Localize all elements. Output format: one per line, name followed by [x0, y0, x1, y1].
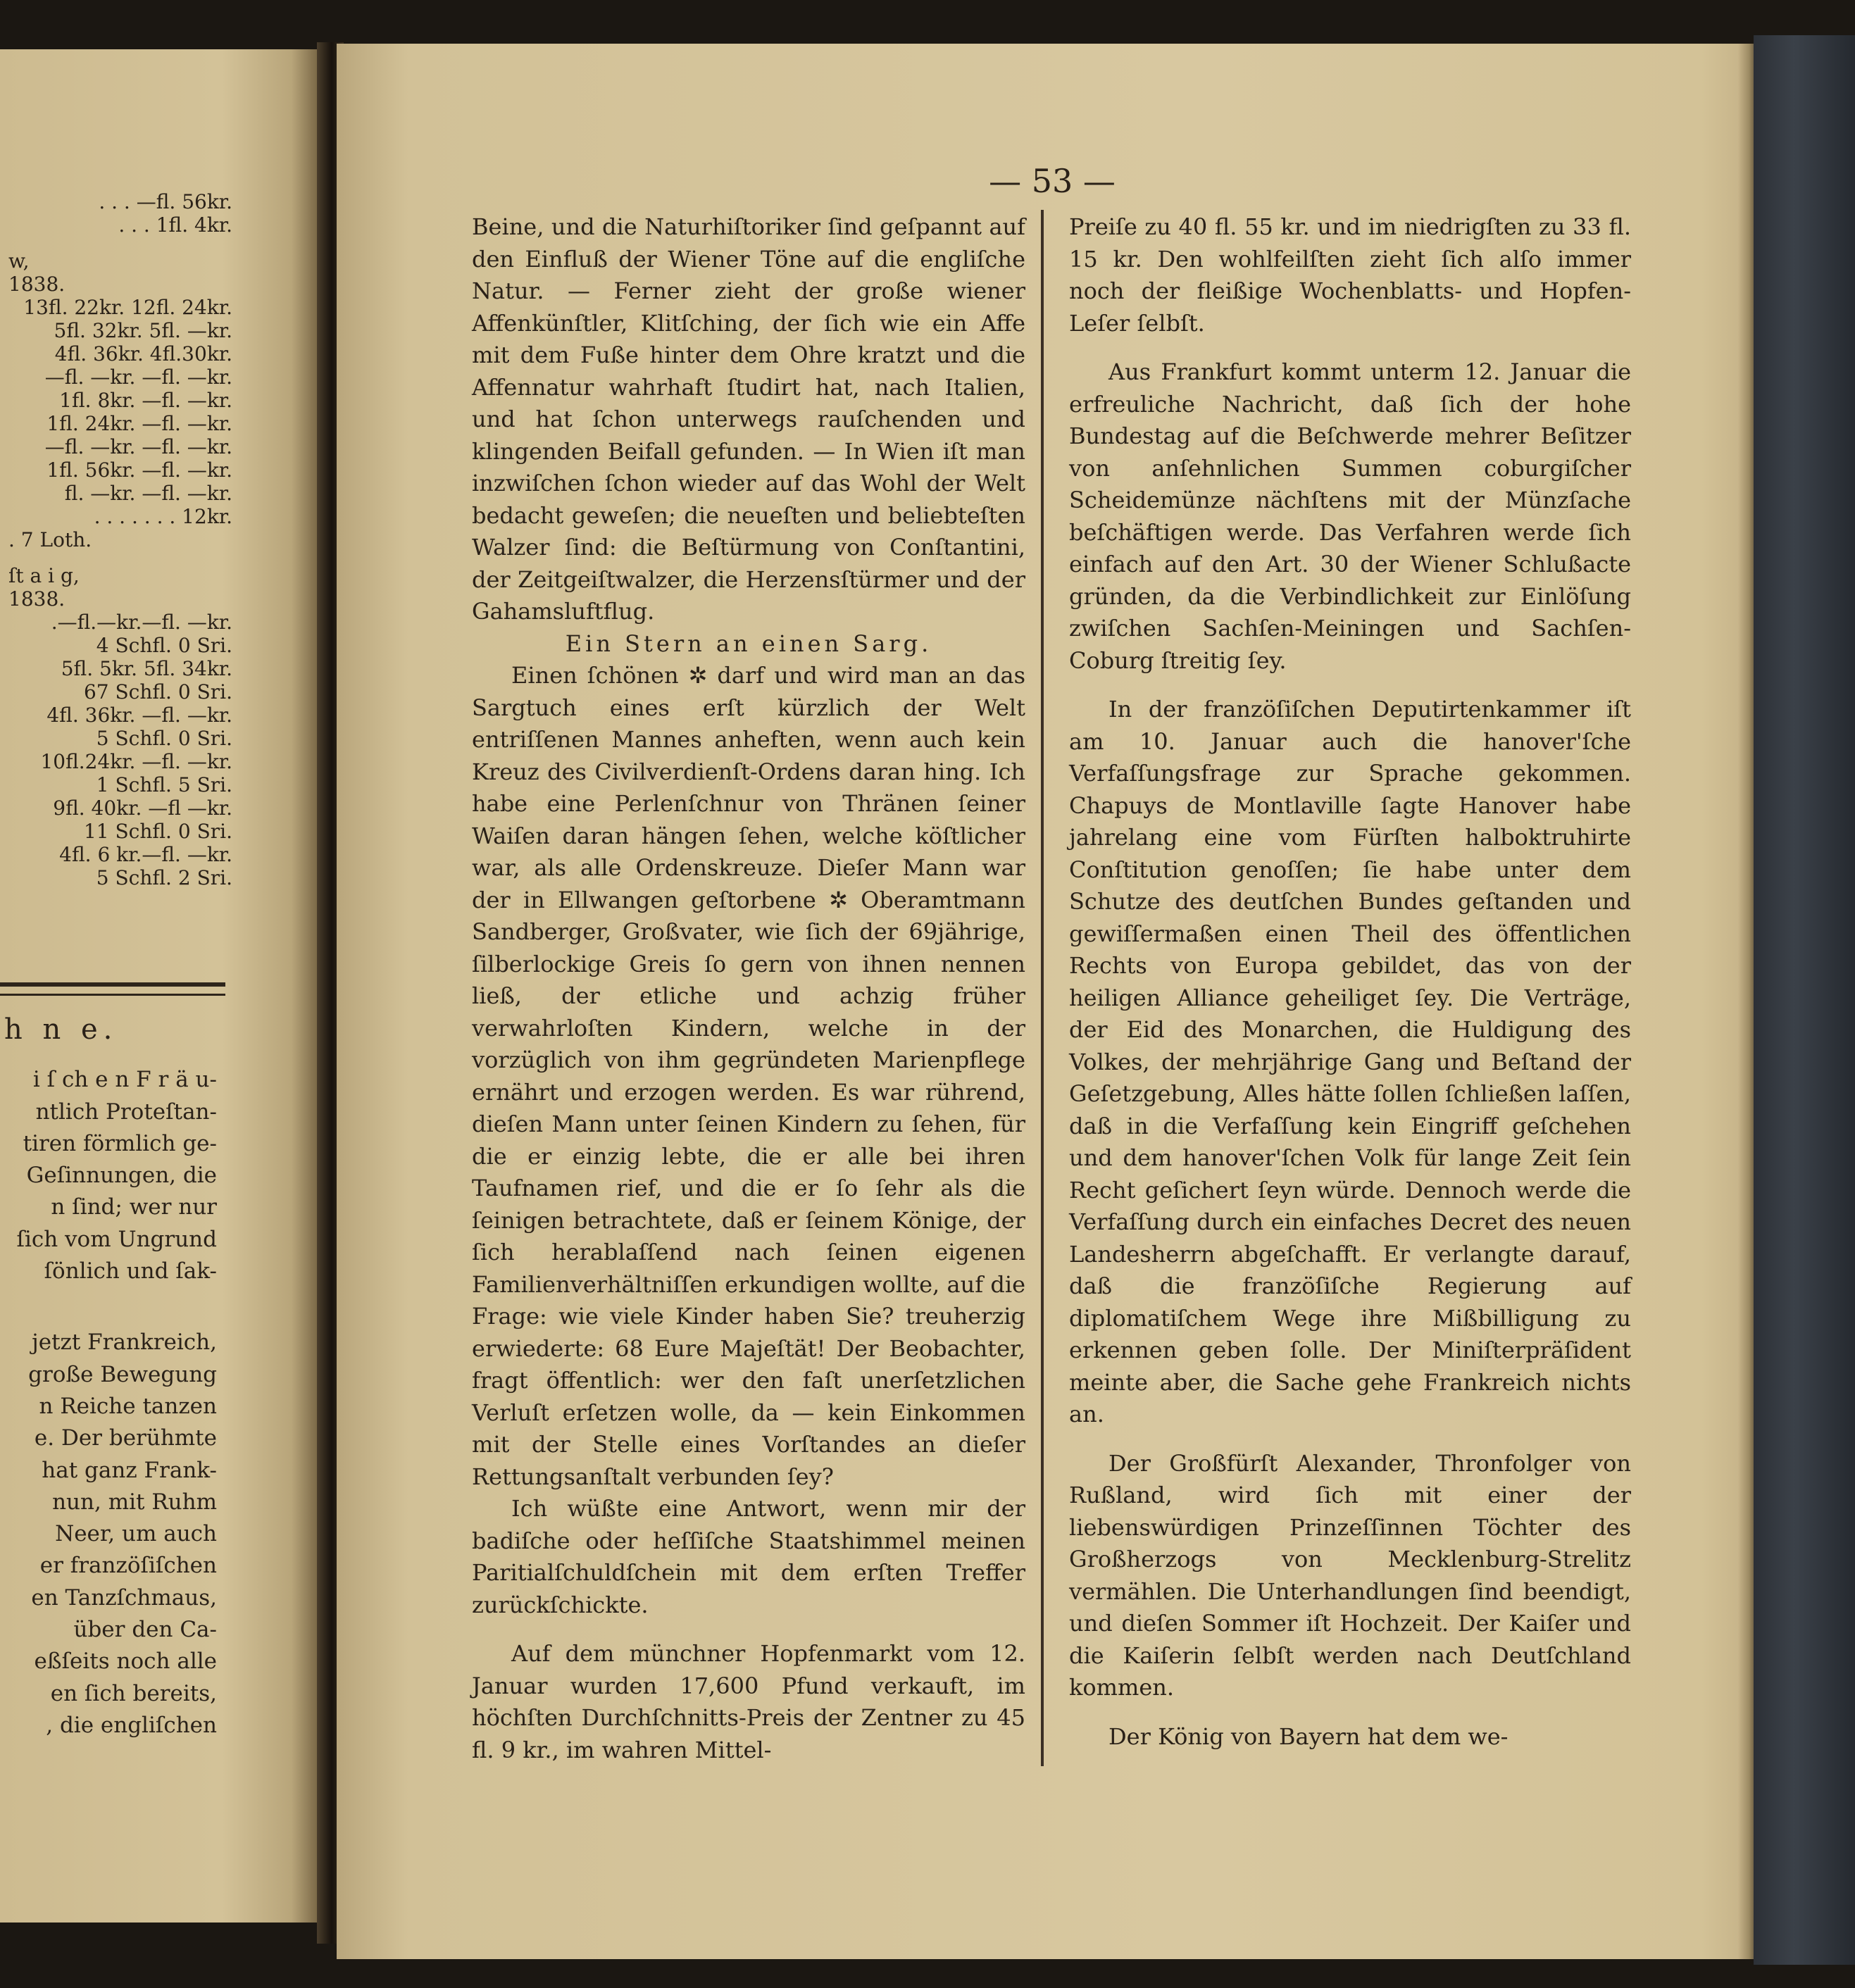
table-line: 5fl. 5kr. 5fl. 34kr.	[61, 657, 232, 680]
text-line: jetzt Frankreich,	[32, 1330, 217, 1356]
text-line: en Tanzſchmaus,	[31, 1584, 217, 1611]
text-line: e. Der berühmte	[34, 1425, 217, 1451]
text-line: , die engliſchen	[46, 1712, 217, 1738]
table-line: fl. —kr. —fl. —kr.	[64, 482, 232, 505]
paragraph: Auf dem münchner Hopfenmarkt vom 12. Januar wurden 17,600 Pfund verkauft, im höchſten Durchſchnitts-Preis der Zentner zu 45 fl. 9 kr., im wahren Mittel-	[472, 1640, 1025, 1763]
table-line: . . . 1fl. 4kr.	[118, 213, 232, 237]
table-line: —fl. —kr. —fl. —kr.	[44, 435, 232, 458]
table-line: . . . —fl. 56kr.	[99, 190, 232, 213]
text-line: n Reiche tanzen	[39, 1393, 217, 1419]
table-line: 1838.	[8, 273, 65, 296]
text-line: ntlich Proteſtan-	[35, 1099, 217, 1125]
paragraph: Der Großfürſt Alexander, Thronfolger von Rußland, wird ſich mit einer der liebenswürdigen Prinzeſſinnen Töchter des Großherzogs von Mecklenburg-Strelitz vermählen. Die Unterhandlungen ſind beendigt, und dieſen Sommer iſt Hochzeit. Der Kaiſer und die Kaiſerin ſelbſt werden nach Deutſchland kommen.	[1069, 1449, 1631, 1701]
text-line: große Bewegung	[28, 1361, 217, 1387]
paragraph: In der franzöſiſchen Deputirtenkammer iſt am 10. Januar auch die hanover'ſche Verfaſſungsfrage zur Sprache gekommen. Chapuys de Montlaville ſagte Hanover habe jahrelang eine vom Fürſten halboktruhirte Conſtitution genoſſen; ſie habe unter dem Schutze des deutſchen Bundes geſtanden und gewiſſermaßen einen Theil des öffentlichen Rechts von Europa gebildet, das von der heiligen Alliance geheiliget ſey. Die Verträge, der Eid des Monarchen, die Huldigung des Volkes, der mehrjährige Gang und Beſtand der Geſetzgebung, Alles hätte ſollen ſchließen laſſen, daß in die Verfaſſung kein Eingriff geſchehen und dem hanover'ſchen Volk für lange Zeit ſein Recht geſichert ſeyn würde. Dennoch werde die Verfaſſung durch ein einfaches Decret des neuen Landesherrn abgeſchafft. Er verlangte darauf, daß die franzöſiſche Regierung auf diplomatiſchem Wege ihre Mißbilligung zu erkennen geben ſolle. Der Miniſterpräſident meinte aber, die Sache gehe Frankreich nichts an.	[1069, 696, 1631, 1427]
table-line: 13fl. 22kr. 12fl. 24kr.	[23, 296, 232, 319]
paragraph: Ich wüßte eine Antwort, wenn mir der badiſche oder heſſiſche Staatshimmel meinen Paritialſchuldſchein mit dem erſten Treffer zurückſchickte.	[472, 1495, 1025, 1618]
text-line: hat ganz Frank-	[42, 1457, 217, 1483]
text-line: er franzöſiſchen	[39, 1553, 217, 1579]
table-line: 1 Schfl. 5 Sri.	[96, 773, 232, 796]
text-line: Neer, um auch	[55, 1521, 217, 1547]
table-line: 4 Schfl. 0 Sri.	[96, 634, 232, 657]
table-line: 4fl. 36kr. —fl. —kr.	[46, 704, 232, 727]
paragraph: Aus Frankfurt kommt unterm 12. Januar die erfreuliche Nachricht, daß ſich der hohe Bundestag auf die Beſchwerde mehrer Beſitzer von anſehnlichen Summen coburgiſcher Scheidemünze nächſtens mit der Münzſache beſchäftigen werde. Das Verfahren werde ſich einfach auf den Art. 30 der Wiener Schlußacte gründen, da die Verbindlichkeit zur Einlöſung zwiſchen Sachſen-Meiningen und Sachſen-Coburg ſtreitig ſey.	[1069, 358, 1631, 674]
left-section-rule	[0, 982, 225, 996]
table-line: 1838.	[8, 587, 65, 611]
table-line: 4fl. 36kr. 4fl.30kr.	[54, 342, 232, 365]
middle-column	[472, 211, 1025, 1766]
text-line: nun, mit Ruhm	[52, 1489, 217, 1515]
table-line: 5 Schfl. 0 Sri.	[96, 727, 232, 750]
text-line: en ſich bereits,	[50, 1680, 217, 1706]
text-line: i ſ ch e n F r ä u-	[32, 1067, 217, 1093]
table-line: 9fl. 40kr. —fl —kr.	[53, 796, 232, 820]
table-line: ſt a i g,	[8, 564, 80, 587]
table-line: 5fl. 32kr. 5fl. —kr.	[54, 319, 232, 342]
table-line: . . . . . . . 12kr.	[94, 505, 232, 528]
table-line: 1fl. 56kr. —fl. —kr.	[46, 458, 232, 482]
table-line: 4fl. 6 kr.—fl. —kr.	[59, 843, 232, 866]
text-line: Geſinnungen, die	[26, 1163, 217, 1189]
left-price-table	[0, 190, 232, 889]
text-line: n ſind; wer nur	[51, 1194, 217, 1220]
table-line: 5 Schfl. 2 Sri.	[96, 866, 232, 889]
left-article-heading: h n e.	[4, 1013, 118, 1046]
text-line: ſich vom Ungrund	[16, 1226, 217, 1252]
text-line: tiren förmlich ge-	[23, 1130, 217, 1156]
paragraph: Beine, und die Naturhiſtoriker ſind geſpannt auf den Einfluß der Wiener Töne auf die engliſche Natur. — Ferner zieht der große wiener Affenkünſtler, Klitſching, der ſich wie ein Affe mit dem Fuße hinter dem Ohre kratzt und die Affennatur wahrhaft ſtudirt hat, nach Italien, und hat ſchon unterwegs rauſchenden und klingenden Beifall gefunden. — In Wien iſt man inzwiſchen ſchon wieder auf das Wohl der Welt bedacht geweſen; die neueſten und beliebteſten Walzer ſind: die Beſtürmung von Conſtantini, der Zeitgeiſtwalzer, die Herzensſtürmer und der Gahamsluftflug.	[472, 213, 1025, 625]
table-line: 11 Schfl. 0 Sri.	[83, 820, 232, 843]
table-line: . 7 Loth.	[8, 528, 92, 551]
text-line: eßſeits noch alle	[34, 1649, 217, 1675]
table-line: 10fl.24kr. —fl. —kr.	[40, 750, 232, 773]
table-line: —fl. —kr. —fl. —kr.	[44, 365, 232, 389]
text-line: ſönlich und ſak-	[44, 1258, 217, 1284]
column-divider	[1041, 210, 1044, 1766]
table-line: w,	[8, 249, 30, 273]
table-line: 1fl. 8kr. —fl. —kr.	[59, 389, 232, 412]
table-line: 67 Schfl. 0 Sri.	[83, 680, 232, 704]
right-column	[1069, 211, 1631, 1753]
paragraph: Der König von Bayern hat dem we-	[1108, 1723, 1509, 1750]
page-number: — 53 —	[989, 162, 1116, 200]
paragraph: Einen ſchönen ✲ darf und wird man an das Sargtuch eines erſt kürzlich der Welt entriſſenen Mannes anheften, wenn auch kein Kreuz des Civilverdienſt-Ordens daran hing. Ich habe eine Perlenſchnur von Thränen ſeiner Waiſen daran hängen ſehen, welche köſtlicher war, als alle Ordenskreuze. Dieſer Mann war der in Ellwangen geſtorbene ✲ Oberamtmann Sandberger, Großvater, wie ſich der 69jährige, ſilberlockige Greis ſo gern von ihnen nennen ließ, der etliche und achzig früher verwahrloſten Kindern, welche in der vorzüglich von ihm gegründeten Marienpflege ernährt und erzogen werden. Es war rührend, dieſen Mann unter ſeinen Kindern zu ſehen, für die er einzig lebte, die er alle bei ihren Taufnamen rief, und die er ſo ſehr als die ſeinigen betrachtete, daß er ſeinem Könige, der ſich herablaſſend nach ſeinen eigenen Familienverhältniſſen erkundigen wollte, auf die Frage: wie viele Kinder haben Sie? treuherzig erwiederte: 68 Eure Majeſtät! Der Beobachter, fragt öffentlich: wer den faſt unerſetzlichen Verluſt erſetzen wolle, da — kein Einkommen mit der Stelle eines Vorſtandes an dieſer Rettungsanſtalt verbunden ſey?	[472, 662, 1025, 1490]
paragraph: Preiſe zu 40 fl. 55 kr. und im niedrigſten zu 33 fl. 15 kr. Den wohlfeilſten zieht ſich alſo immer noch der fleißige Wochenblatts- und Hopfen-Leſer ſelbſt.	[1069, 213, 1631, 337]
text-line: über den Ca-	[73, 1617, 217, 1643]
table-line: 1fl. 24kr. —fl. —kr.	[46, 412, 232, 435]
left-article	[0, 1014, 217, 1742]
table-line: .—fl.—kr.—fl. —kr.	[51, 611, 232, 634]
book-cover	[1754, 35, 1855, 1965]
article-heading: Ein Stern an einen Sarg.	[565, 630, 932, 657]
